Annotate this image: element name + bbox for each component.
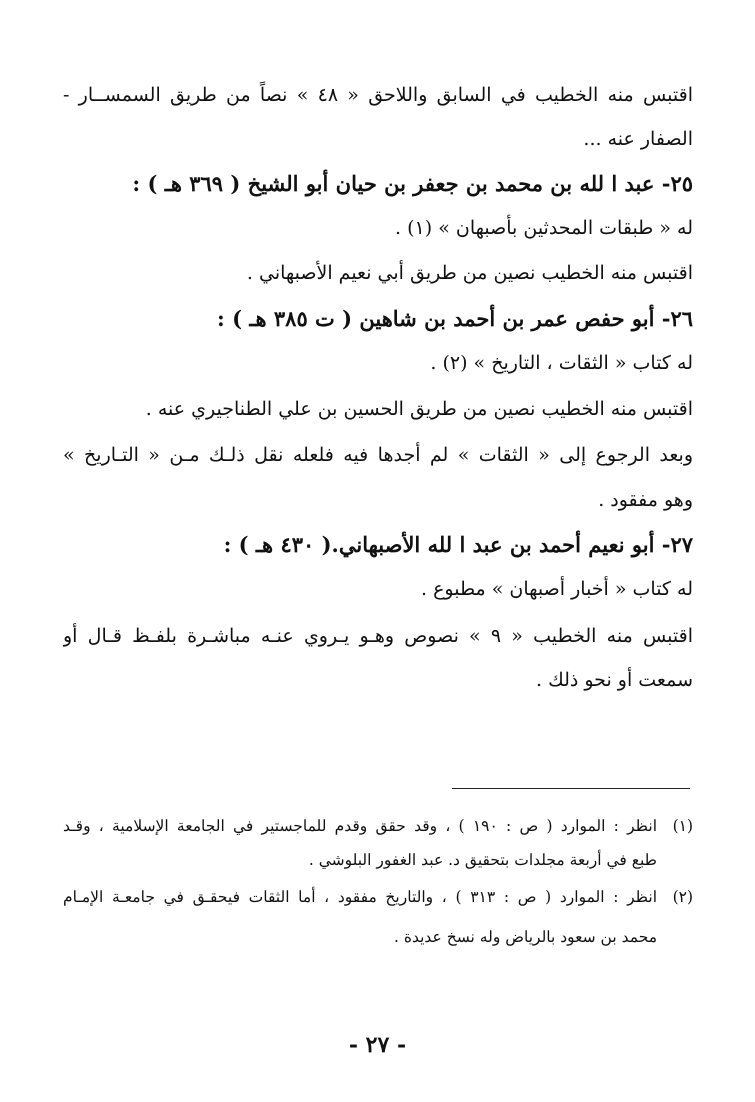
footnote-2-line-1 bbox=[63, 884, 693, 912]
body-line-10: وهو مفقود . bbox=[598, 489, 693, 511]
page-number: - ٢٧ - bbox=[348, 1032, 407, 1058]
footnote-1-number: (١) bbox=[672, 817, 693, 835]
body-line-2: الصفار عنه ... bbox=[583, 128, 693, 150]
section-heading-27: ٢٧- أبو نعيم أحمد بن عبد ا لله الأصبهاني.( ٤٣٠ هـ ) : bbox=[223, 532, 693, 557]
section-heading-25: ٢٥- عبد ا لله بن محمد بن جعفر بن حيان أبو الشيخ ( ٣٦٩ هـ ) : bbox=[132, 171, 693, 196]
footnote-2-number: (٢) bbox=[672, 888, 693, 906]
body-line-13: اقتبس منه الخطيب « ٩ » نصوص وهـو يـروي عنـه مباشـرة بلفـظ قـال أو bbox=[63, 625, 693, 647]
body-line-5: اقتبس منه الخطيب نصين من طريق أبي نعيم الأصبهاني . bbox=[246, 262, 693, 284]
footnote-separator bbox=[452, 788, 690, 789]
body-line-1: اقتبس منه الخطيب في السابق واللاحق « ٤٨ » نصاً من طريق السمســار - bbox=[63, 84, 693, 106]
body-line-14: سمعت أو نحو ذلك . bbox=[535, 669, 693, 691]
footnote-1-line-2 bbox=[63, 847, 693, 875]
footnote-2-text-cont: محمد بن سعود بالرياض وله نسخ عديدة . bbox=[393, 928, 657, 946]
body-line-12: له كتاب « أخبار أصبهان » مطبوع . bbox=[420, 578, 693, 600]
footnote-2-text: انظر : الموارد ( ص : ٣١٣ ) ، والتاريخ مفقود ، أما الثقات فيحقـق في جامعـة الإمـام bbox=[63, 888, 658, 906]
body-line-7: له كتاب « الثقات ، التاريخ » (٢) . bbox=[430, 352, 693, 374]
body-line-9: وبعد الرجوع إلى « الثقات » لم أجدها فيه فلعله نقل ذلـك مـن « التـاريخ » bbox=[63, 444, 693, 466]
section-heading-26: ٢٦- أبو حفص عمر بن أحمد بن شاهين ( ت ٣٨٥ هـ ) : bbox=[217, 306, 693, 331]
footnote-1-text: انظر : الموارد ( ص : ١٩٠ ) ، وقد حقق وقدم للماجستير في الجامعة الإسلامية ، وقـد bbox=[63, 817, 658, 835]
body-line-4: له « طبقات المحدثين بأصبهان » (١) . bbox=[395, 217, 693, 239]
footnote-1-line-1 bbox=[63, 813, 693, 841]
footnote-2-line-2 bbox=[63, 924, 693, 952]
body-line-8: اقتبس منه الخطيب نصين من طريق الحسين بن علي الطناجيري عنه . bbox=[145, 398, 693, 420]
footnote-1-text-cont: طبع في أربعة مجلدات بتحقيق د. عبد الغفور البلوشي . bbox=[308, 851, 657, 869]
